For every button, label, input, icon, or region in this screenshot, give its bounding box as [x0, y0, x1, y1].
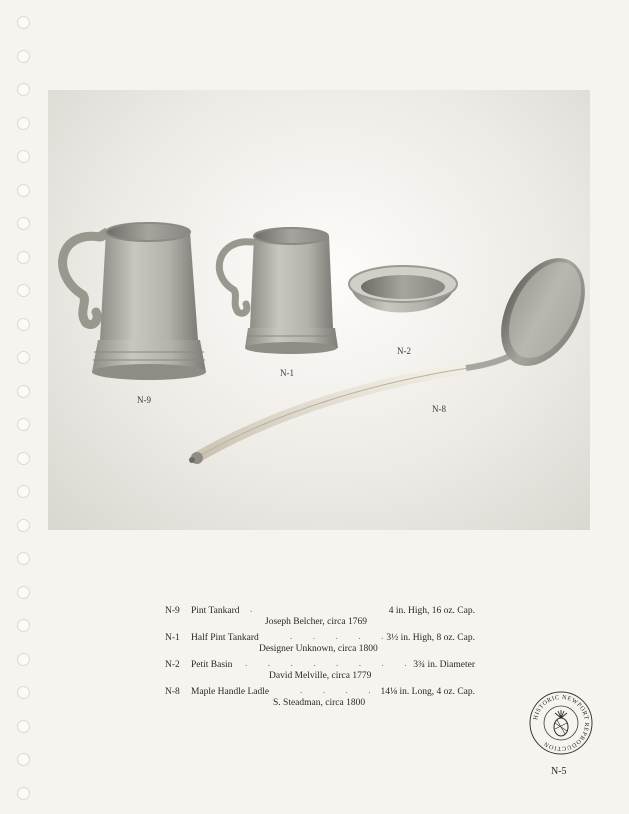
- half-pint-tankard: [219, 228, 338, 354]
- item-caption-list: [165, 606, 475, 714]
- item-maker: S. Steadman, circa 1800: [273, 698, 366, 708]
- caption-row: [165, 606, 475, 633]
- binder-hole: [17, 16, 30, 29]
- historic-newport-seal: [528, 690, 594, 756]
- binder-hole: [17, 418, 30, 431]
- binder-hole: [17, 720, 30, 733]
- binder-hole: [17, 653, 30, 666]
- item-dimensions: 4 in. High, 16 oz. Cap.: [388, 606, 475, 616]
- leader-dots: .: [250, 605, 262, 615]
- leader-dots: . . . . . . . .: [245, 659, 416, 669]
- leader-dots: . . . . .: [290, 632, 393, 642]
- svg-text:HISTORIC NEWPORT REPRODUCTION: [532, 694, 590, 752]
- photo-label-n9: N-9: [137, 395, 151, 405]
- leader-dots: . . . . .: [300, 686, 403, 696]
- binder-hole: [17, 184, 30, 197]
- binder-hole: [17, 753, 30, 766]
- binder-hole: [17, 385, 30, 398]
- petit-basin: [349, 266, 457, 313]
- binder-hole: [17, 351, 30, 364]
- binder-hole: [17, 83, 30, 96]
- binder-hole: [17, 485, 30, 498]
- item-dimensions: 3½ in. High, 8 oz. Cap.: [386, 633, 475, 643]
- item-dimensions: 14⅛ in. Long, 4 oz. Cap.: [380, 687, 475, 697]
- item-dimensions: 3¾ in. Diameter: [413, 660, 475, 670]
- binder-hole: [17, 251, 30, 264]
- binder-hole: [17, 217, 30, 230]
- photo-label-n1: N-1: [280, 368, 294, 378]
- item-name: Petit Basin: [191, 660, 233, 670]
- photo-label-n8: N-8: [432, 404, 446, 414]
- item-name: Maple Handle Ladle: [191, 687, 270, 697]
- item-maker: Joseph Belcher, circa 1769: [265, 617, 367, 627]
- seal-text: HISTORIC NEWPORT REPRODUCTION: [532, 693, 591, 753]
- pewter-items-illustration: [48, 90, 590, 530]
- binder-hole: [17, 787, 30, 800]
- caption-row: [165, 687, 475, 714]
- item-maker: Designer Unknown, circa 1800: [259, 644, 378, 654]
- item-code: N-8: [165, 687, 180, 697]
- binder-hole: [17, 50, 30, 63]
- binder-hole: [17, 686, 30, 699]
- binder-holes: [0, 0, 30, 814]
- page-number: N-5: [551, 766, 567, 777]
- caption-row: [165, 633, 475, 660]
- binder-hole: [17, 318, 30, 331]
- product-photograph: [48, 90, 590, 530]
- item-maker: David Melville, circa 1779: [269, 671, 372, 681]
- binder-hole: [17, 452, 30, 465]
- caption-row: [165, 660, 475, 687]
- binder-hole: [17, 284, 30, 297]
- item-name: Half Pint Tankard: [191, 633, 259, 643]
- item-code: N-2: [165, 660, 180, 670]
- binder-hole: [17, 117, 30, 130]
- pint-tankard: [63, 223, 206, 380]
- binder-hole: [17, 619, 30, 632]
- item-code: N-1: [165, 633, 180, 643]
- binder-hole: [17, 519, 30, 532]
- binder-hole: [17, 586, 30, 599]
- item-name: Pint Tankard: [191, 606, 240, 616]
- binder-hole: [17, 552, 30, 565]
- binder-hole: [17, 150, 30, 163]
- item-code: N-9: [165, 606, 180, 616]
- photo-label-n2: N-2: [397, 346, 411, 356]
